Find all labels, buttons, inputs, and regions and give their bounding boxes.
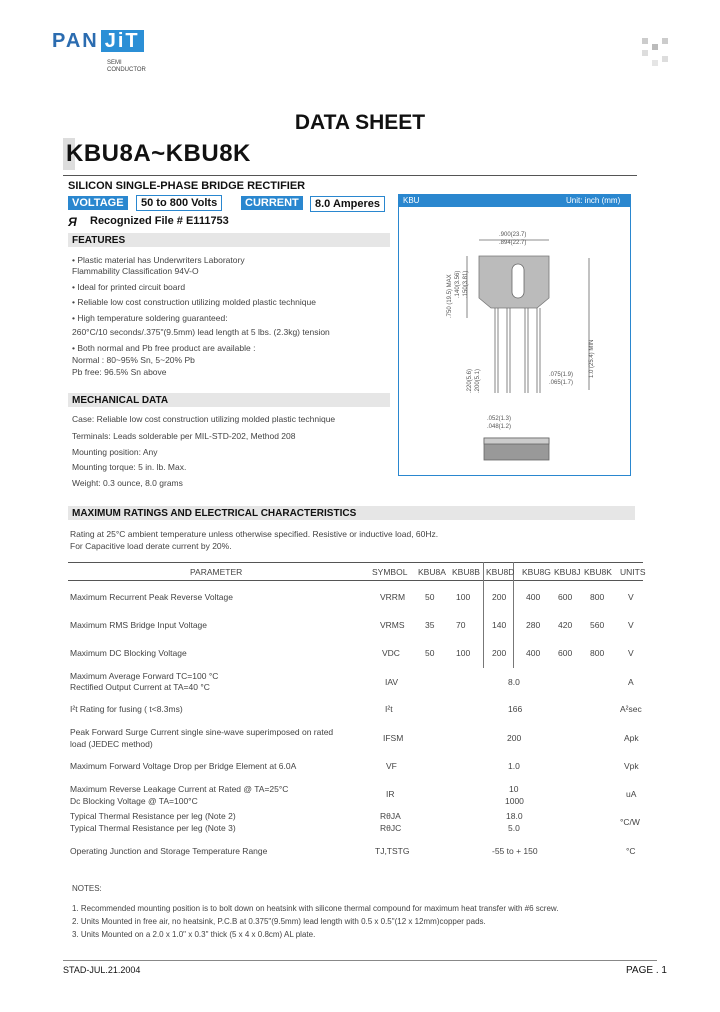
row-value: 100 [456,592,471,602]
dim-label: .900(23.7) [499,232,527,238]
voltage-value: 50 to 800 Volts [136,195,222,211]
row-unit: V [628,620,634,630]
feature-line: • Reliable low cost construction utilizing molded plastic technique [72,297,316,307]
dim-label: .048(1.2) [487,424,512,430]
row-param: Maximum Reverse Leakage Current at Rated @ TA=25°C [70,784,289,794]
mech-title: MECHANICAL DATA [72,395,169,406]
row-unit: A [628,677,634,687]
col-header: KBU8B [452,567,480,577]
row-param: Maximum RMS Bridge Input Voltage [70,620,208,630]
row-symbol: TJ,TSTG [375,846,410,856]
dim-label: .750 (19.5) MAX [447,274,453,318]
col-header: UNITS [620,567,646,577]
table-column-rule [513,562,514,668]
dim-label: .140(3.56) [455,270,461,298]
decor-square [662,38,668,44]
row-value: 1000 [505,796,524,806]
feature-line: Pb free: 96.5% Sn above [72,367,167,377]
part-range-title: KBU8A~KBU8K [66,140,251,167]
divider [63,175,637,176]
voltage-label: VOLTAGE [68,196,128,210]
row-value: 50 [425,592,435,602]
row-unit: A²sec [620,704,642,714]
row-value: -55 to + 150 [492,846,538,856]
note-line: 1. Recommended mounting position is to bolt down on heatsink with silicone thermal compound for maximum heat transfer with #6 screw. [72,904,559,913]
diagram-package-label: KBU [403,196,420,205]
ul-icon: Я [68,215,77,229]
row-param: Operating Junction and Storage Temperature Range [70,846,268,856]
row-value: 18.0 [506,811,523,821]
dim-label: .150(3.81) [463,270,469,298]
page-number: PAGE . 1 [626,965,667,976]
row-value: 35 [425,620,435,630]
row-unit: V [628,648,634,658]
col-header: PARAMETER [190,567,243,577]
row-value: 560 [590,620,605,630]
doc-title: DATA SHEET [294,111,426,134]
panjit-logo: PAN JiT [52,30,144,53]
row-value: 400 [526,648,541,658]
row-symbol: VDC [382,648,400,658]
features-title: FEATURES [72,235,126,246]
row-param: Typical Thermal Resistance per leg (Note 3) [70,823,236,833]
col-header: SYMBOL [372,567,408,577]
row-param: Maximum DC Blocking Voltage [70,648,187,658]
decor-square [652,60,658,66]
row-unit: V [628,592,634,602]
row-symbol: IAV [385,677,399,687]
dim-label: .052(1.3) [487,416,512,422]
row-param: Maximum Average Forward TC=100 °C [70,671,219,681]
row-value: 70 [456,620,466,630]
row-param: Maximum Recurrent Peak Reverse Voltage [70,592,233,602]
rating-note: Rating at 25°C ambient temperature unless otherwise specified. Resistive or inductive load, 60Hz. [70,529,439,539]
decor-square [662,56,668,62]
row-value: 800 [590,648,605,658]
row-value: 400 [526,592,541,602]
ratings-title: MAXIMUM RATINGS AND ELECTRICAL CHARACTERISTICS [72,508,357,519]
mech-line: Mounting position: Any [72,447,158,457]
col-header: KBU8K [584,567,612,577]
row-value: 200 [492,648,507,658]
row-value: 50 [425,648,435,658]
note-line: 2. Units Mounted in free air, no heatsink, P.C.B at 0.375"(9.5mm) lead length with 0.5 x 0.5"(12 x 12mm)copper pads. [72,917,486,926]
row-unit: uA [626,789,637,799]
row-value: 140 [492,620,507,630]
row-param: Peak Forward Surge Current single sine-wave superimposed on rated [70,727,334,737]
row-param: Dc Blocking Voltage @ TA=100°C [70,796,198,806]
row-value: 1.0 [508,761,520,771]
row-value: 10 [509,784,519,794]
current-value: 8.0 Amperes [310,196,385,212]
row-symbol: RθJA [380,811,401,821]
feature-line: • Ideal for printed circuit board [72,282,186,292]
row-value: 5.0 [508,823,520,833]
col-header: KBU8G [522,567,551,577]
dim-label: .065(1.7) [549,380,574,386]
footer-divider [63,960,657,961]
row-symbol: I²t [385,704,393,714]
row-value: 800 [590,592,605,602]
decor-square [642,50,648,56]
row-value: 280 [526,620,541,630]
col-header: KBU8J [554,567,581,577]
row-value: 600 [558,592,573,602]
row-symbol: VF [386,761,397,771]
feature-line: • High temperature soldering guaranteed: [72,313,228,323]
diagram-unit: Unit: inch (mm) [566,196,621,205]
recognized-file: Recognized File # E111753 [90,215,229,227]
row-symbol: RθJC [380,823,402,833]
mech-line: Weight: 0.3 ounce, 8.0 grams [72,478,183,488]
row-value: 100 [456,648,471,658]
row-value: 200 [507,733,522,743]
footer-date: STAD-JUL.21.2004 [63,965,141,975]
current-label: CURRENT [241,196,303,210]
mech-line: Mounting torque: 5 in. lb. Max. [72,462,187,472]
table-rule [68,580,643,581]
notes-title: NOTES: [72,884,102,893]
row-unit: °C/W [620,817,640,827]
dim-label: .075(1.9) [549,372,574,378]
decor-square [652,44,658,50]
mech-line: Case: Reliable low cost construction utilizing molded plastic technique [72,414,336,424]
dim-label: .894(22.7) [499,240,527,246]
row-param: Typical Thermal Resistance per leg (Note 2) [70,811,236,821]
row-value: 420 [558,620,573,630]
table-rule [68,562,643,563]
decor-square [642,38,648,44]
row-param: Maximum Forward Voltage Drop per Bridge Element at 6.0A [70,761,297,771]
row-unit: Apk [624,733,639,743]
row-unit: °C [626,846,636,856]
col-header: KBU8D [486,567,515,577]
row-symbol: IR [386,789,395,799]
feature-line: • Both normal and Pb free product are available : [72,343,256,353]
row-value: 166 [508,704,523,714]
feature-line: • Plastic material has Underwriters Laboratory [72,255,245,265]
row-param: Rectified Output Current at TA=40 °C [70,682,210,692]
row-param: load (JEDEC method) [70,739,153,749]
row-symbol: VRRM [380,592,406,602]
dim-label: .220(5.6) [467,368,473,393]
row-value: 600 [558,648,573,658]
rating-note: For Capacitive load derate current by 20%. [70,541,232,551]
row-symbol: VRMS [380,620,405,630]
row-value: 200 [492,592,507,602]
row-unit: Vpk [624,761,639,771]
row-value: 8.0 [508,677,520,687]
mech-line: Terminals: Leads solderable per MIL-STD-202, Method 208 [72,431,296,441]
logo-subtext: SEMI CONDUCTOR [107,60,146,73]
dim-label: 1.0 (25.4) MIN [589,339,595,378]
row-symbol: IFSM [383,733,404,743]
dim-label: .200(5.1) [475,368,481,393]
kbu-outline-drawing [399,208,630,475]
table-column-rule [483,562,484,668]
col-header: KBU8A [418,567,446,577]
feature-line: Flammability Classification 94V-O [72,266,199,276]
feature-line: 260°C/10 seconds/.375"(9.5mm) lead length at 5 lbs. (2.3kg) tension [72,327,330,337]
feature-line: Normal : 80~95% Sn, 5~20% Pb [72,355,195,365]
row-param: I²t Rating for fusing ( t<8.3ms) [70,704,183,714]
note-line: 3. Units Mounted on a 2.0 x 1.0" x 0.3" thick (5 x 4 x 0.8cm) AL plate. [72,930,316,939]
subtitle: SILICON SINGLE-PHASE BRIDGE RECTIFIER [68,180,306,192]
